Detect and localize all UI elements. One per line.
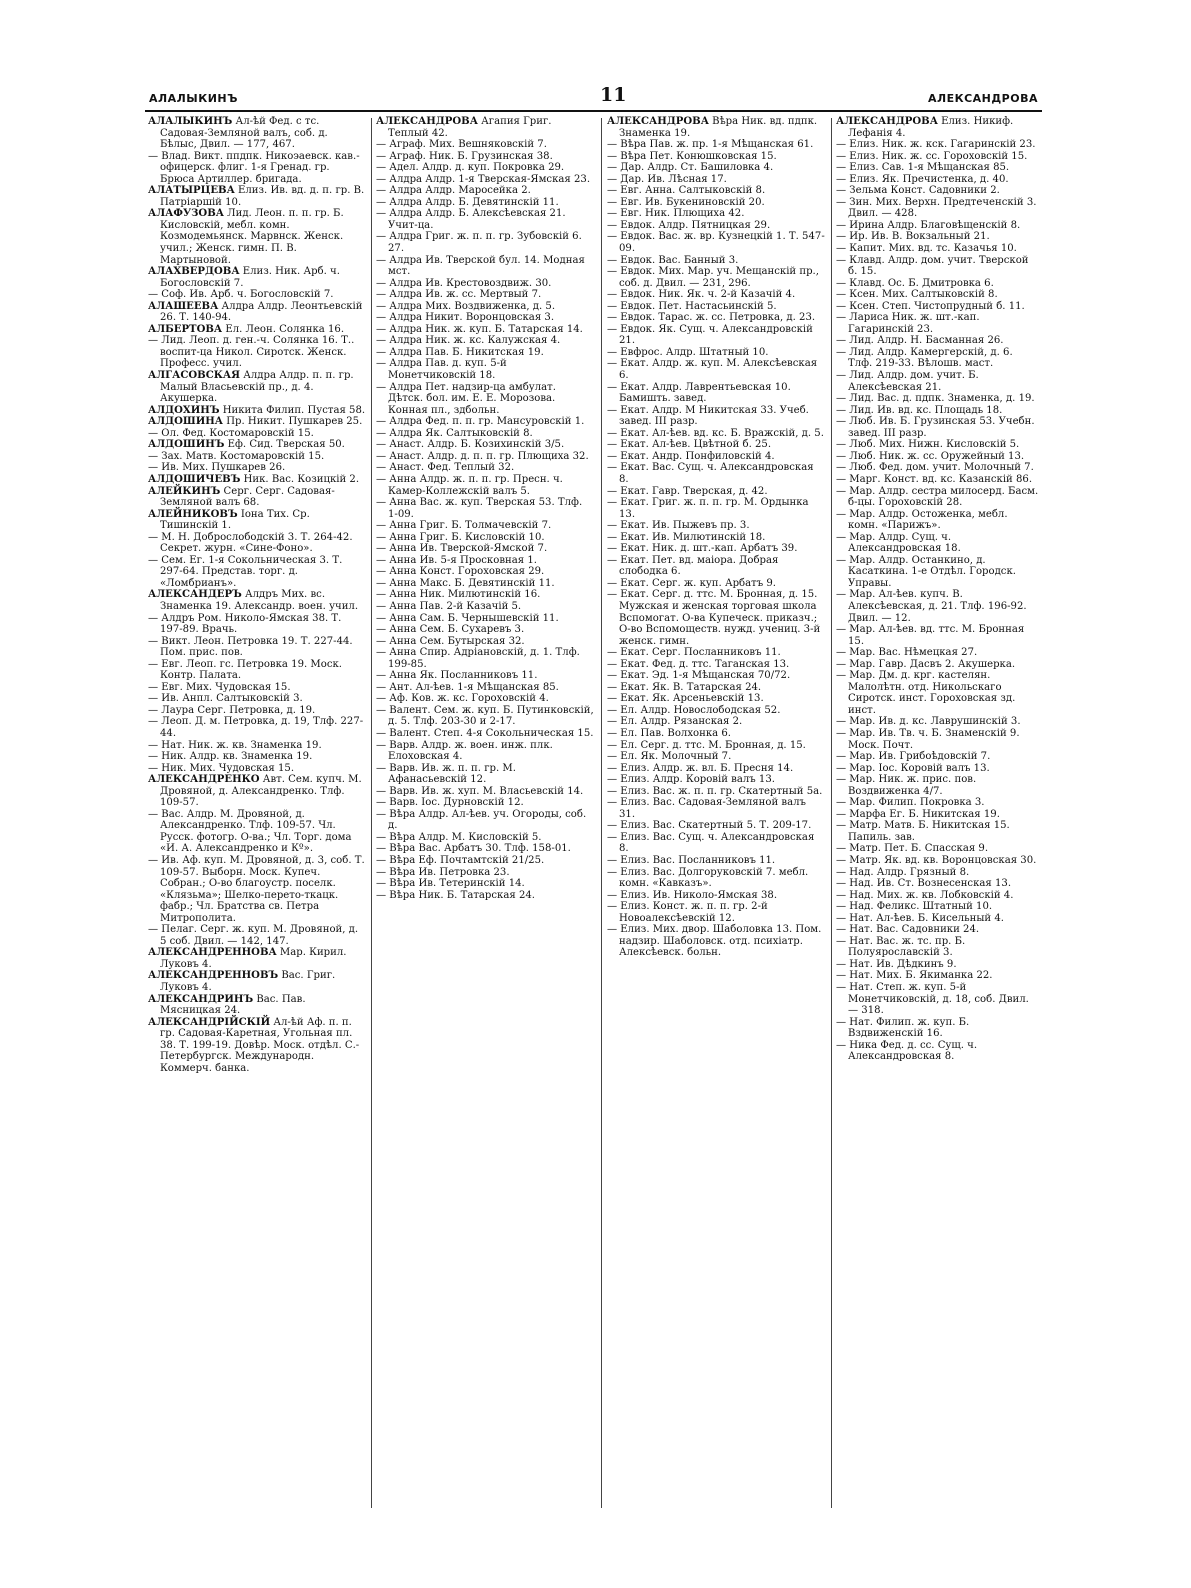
directory-entry <box>148 774 366 809</box>
directory-entry: — Елиз. Сав. 1-я Мѣщанская 85. <box>836 162 1010 174</box>
page-number: 11 <box>600 84 627 106</box>
directory-entry: — Алдра Алдр. Б. Девятинскій 11. <box>376 196 559 208</box>
entry-details: Агапия Григ. Теплый 42. <box>388 116 552 139</box>
directory-entry: — Екат. Серг. ж. куп. Арбатъ 9. <box>607 577 777 589</box>
directory-entry: — Нат. Ник. ж. кв. Знаменка 19. <box>148 739 322 751</box>
directory-entry: — Над. Мих. ж. кв. Лобковскій 4. <box>836 889 1014 901</box>
directory-entry <box>148 994 366 1017</box>
directory-entry: — Ел. Серг. д. ттс. М. Бронная, д. 15. <box>607 739 806 751</box>
directory-entry: — Нат. Филип. ж. куп. Б. Вздвиженскій 16. <box>836 1016 970 1040</box>
directory-entry: — Елиз. Конст. ж. п. п. гр. 2-й Новоалексѣевскій 12. <box>607 901 768 924</box>
directory-entry: — Анаст. Фед. Теплый 32. <box>376 462 515 474</box>
directory-entry: — Ив. Мих. Пушкарев 26. <box>148 462 286 474</box>
directory-entry: — Евдок. Вас. ж. вр. Кузнецкій 1. Т. 547-09. <box>607 231 825 255</box>
column-divider <box>371 118 372 1508</box>
directory-entry: — Екат. Фед. д. ттс. Таганская 13. <box>607 658 790 670</box>
directory-entry: — Вѣра Ник. Б. Татарская 24. <box>376 889 536 901</box>
directory-entry: — Екат. Серг. д. ттс. М. Бронная, д. 15. Мужская и женская торговая школа Вспомогат. О-ва Купеческ. приказч.; О-во Вспомоществ. нужд. учениц. 3-й женск. гимн. <box>607 589 821 647</box>
directory-entry: — Вѣра Пет. Конюшковская 15. <box>607 150 777 162</box>
directory-entry: — Лариса Ник. ж. шт.-кап. Гагаринскій 23. <box>836 312 980 335</box>
directory-entry: — Зах. Матв. Костомаровскій 15. <box>148 450 325 462</box>
directory-entry: — Варв. Алдр. ж. воен. инж. плк. Елоховская 4. <box>376 739 553 763</box>
directory-entry: — Екат. Як. Арсеньевскій 13. <box>607 693 764 705</box>
directory-entry: — Елиз. Алдр. Коровій валъ 13. <box>607 774 775 786</box>
directory-entry: — Анна Сем. Б. Сухаревъ 3. <box>376 624 525 636</box>
directory-entry: — Алдра Пав. Б. Никитская 19. <box>376 346 544 358</box>
directory-entry: — Варв. Ив. ж. п. п. гр. М. Афанасьевскій 12. <box>376 762 516 786</box>
directory-entry <box>148 416 366 428</box>
column-1 <box>148 116 366 1511</box>
directory-entry <box>148 185 366 208</box>
directory-entry: — Нат. Ал-ѣев. Б. Кисельный 4. <box>836 912 1004 924</box>
directory-entry: — Дар. Алдр. Ст. Башиловка 4. <box>607 162 774 174</box>
surname-headword: АЛЕКСАНДЕРЪ <box>148 589 242 601</box>
entry-details: Мар. Кирил. Луковъ 4. <box>160 947 347 970</box>
right-running-head: АЛЕКСАНДРОВА <box>927 92 1038 105</box>
directory-entry: — Ел. Алдр. Новослободская 52. <box>607 704 781 716</box>
directory-entry: — Анна Ив. Тверской-Ямской 7. <box>376 543 548 555</box>
surname-headword: АЛАХВЕРДОВА <box>148 266 240 278</box>
entry-details: Елиз. Ив. вд. д. п. гр. В. Патріаршій 10. <box>160 185 365 208</box>
surname-headword: АЛДОХИНЪ <box>148 404 220 416</box>
entry-details: Еф. Сид. Тверская 50. <box>224 439 345 451</box>
directory-entry: — Матр. Пет. Б. Спасская 9. <box>836 843 989 855</box>
directory-entry: — Мар. Вас. Нѣмецкая 27. <box>836 647 978 659</box>
directory-entry: — Аф. Ков. ж. кс. Гороховскій 4. <box>376 693 549 705</box>
entry-details: Ал-ѣй Фед. с тс. Садовая-Земляной валъ, соб. д. Бѣлыс, Двил. — 177, 467. <box>160 116 328 151</box>
entry-details: Вас. Пав. Мясницкая 24. <box>160 993 306 1017</box>
directory-entry: — Вѣра Ив. Петровка 23. <box>376 866 510 878</box>
directory-entry: — Вѣра Ив. Тетеринскій 14. <box>376 878 525 890</box>
directory-entry: — Евг. Мих. Чудовская 15. <box>148 681 291 693</box>
directory-entry: — Клавд. Алдр. дом. учит. Тверской б. 15. <box>836 254 1029 278</box>
directory-entry: — Ксен. Степ. Чистопрудный б. 11. <box>836 300 1025 312</box>
directory-entry: — Вас. Алдр. М. Дровяной, д. Александренко. Тлф. 109-57. Чл. Русск. фотогр. О-ва.; Чл. Торг. дома «И. А. Александренко и Кº». <box>148 808 352 855</box>
directory-entry: — Алдра Ив. ж. сс. Мертвый 7. <box>376 289 542 301</box>
directory-entry: — Ив. Аф. куп. М. Дровяной, д. 3, соб. Т. 109-57. Выборн. Моск. Купеч. Собран.; О-во благоустр. поселк. «Клязьма»; Шелко-перето-ткацк. фабр.; Чл. Братства св. Петра Митрополита. <box>148 855 365 924</box>
directory-entry: — Лид. Алдр. Н. Басманная 26. <box>836 335 1004 347</box>
directory-entry <box>148 370 366 405</box>
directory-entry: — Лид. Леоп. д. ген.-ч. Солянка 16. Т.. воспит-ца Никол. Сиротск. Женск. Професс. учил. <box>148 335 355 370</box>
directory-entry: — Сем. Ег. 1-я Сокольническая 3. Т. 297-64. Предстaв. торг. д. «Ломбрианъ». <box>148 554 343 589</box>
directory-entry: — Над. Алдр. Грязный 8. <box>836 866 970 878</box>
page-header <box>145 84 1042 110</box>
entry-details: Алдра Алдр. п. п. гр. Малый Власьевскій пр., д. 4. Акушерка. <box>160 370 354 405</box>
directory-entry: — Евдок. Як. Сущ. ч. Александровскій 21. <box>607 323 813 347</box>
directory-entry: — Вѣра Пав. ж. пр. 1-я Мѣщанская 61. <box>607 139 814 151</box>
directory-entry: — Ив. Анпл. Салтыковскій 3. <box>148 693 303 705</box>
directory-entry: — Алдра Ив. Крестовоздвиж. 30. <box>376 277 552 289</box>
directory-entry: — Капит. Мих. вд. тс. Казачья 10. <box>836 243 1017 255</box>
directory-entry: — Екат. Як. В. Татарская 24. <box>607 681 762 693</box>
directory-entry: — Валент. Степ. 4-я Сокольническая 15. <box>376 727 594 739</box>
directory-entry: — Елиз. Вас. Скатертный 5. Т. 209-17. <box>607 820 812 832</box>
entry-details: Пр. Никит. Пушкарев 25. <box>223 416 363 428</box>
directory-entry: — Нат. Степ. ж. куп. 5-й Монетчиковскій, д. 18, соб. Двил. — 318. <box>836 982 1029 1017</box>
directory-entry: — Анна Вас. ж. куп. Тверская 53. Тлф. 1-09. <box>376 497 583 520</box>
directory-entry <box>148 947 366 970</box>
directory-entry: — Пелаг. Серг. ж. куп. М. Дровяной, д. 5 соб. Двил. — 142, 147. <box>148 924 359 947</box>
directory-entry: — Анна Спир. Адріановскій, д. 1. Тлф. 199-85. <box>376 647 580 670</box>
directory-entry: — Клавд. Ос. Б. Дмитровка 6. <box>836 277 994 289</box>
directory-entry: — Екат. Ник. д. шт.-кап. Арбатъ 39. <box>607 543 798 555</box>
directory-entry: — Мар. Гавр. Дасвъ 2. Акушерка. <box>836 658 1016 670</box>
directory-entry: — Евдок. Пет. Настасьинскій 5. <box>607 300 777 312</box>
directory-entry: — Евг. Ив. Букениновскій 20. <box>607 196 765 208</box>
directory-entry: — Мар. Алдр. Остоженка, мебл. комн. «Парижъ». <box>836 508 1008 532</box>
directory-entry: — Мар. Алдр. Сущ. ч. Александровская 18. <box>836 531 961 555</box>
directory-entry: — Викт. Леон. Петровка 19. Т. 227-44. Пом. прис. пов. <box>148 635 353 659</box>
surname-headword: АЛДОШИЧЕВЪ <box>148 473 241 485</box>
directory-entry: — Елиз. Вас. ж. п. п. гр. Скатертный 5а. <box>607 785 823 797</box>
directory-entry: — Ел. Алдр. Рязанская 2. <box>607 716 743 728</box>
directory-entry: — Аграф. Ник. Б. Грузинская 38. <box>376 150 553 162</box>
directory-entry: — Мар. Алдр. сестра милосерд. Басм. б-цы. Гороховскій 28. <box>836 485 1039 509</box>
directory-entry: — Евг. Анна. Салтыковскій 8. <box>607 185 766 197</box>
directory-entry <box>376 116 594 139</box>
directory-entry: — Елиз. Ник. ж. кск. Гагаринскій 23. <box>836 139 1036 151</box>
left-running-head: АЛАЛЫКИНЪ <box>149 92 238 105</box>
directory-entry: — Над. Феликс. Штатный 10. <box>836 901 993 913</box>
directory-entry <box>148 486 366 509</box>
directory-entry: — Ирина Алдр. Благовѣщенскій 8. <box>836 219 1021 231</box>
directory-entry: — Екат. Ал-ѣев. вд. кс. Б. Вражскій, д. 5. <box>607 427 824 439</box>
directory-entry: — Лид. Алдр. Камергерскій, д. 6. Тлф. 219-33. Вѣлошв. маст. <box>836 346 1013 370</box>
directory-entry: — Анна Як. Посланниковъ 11. <box>376 670 538 682</box>
directory-entry: — Вѣра Вас. Арбатъ 30. Тлф. 158-01. <box>376 843 571 855</box>
directory-entry: — Анна Сам. Б. Чернышевскій 11. <box>376 612 559 624</box>
surname-headword: АЛЕКСАНДРИНЪ <box>148 993 254 1005</box>
directory-entry <box>148 116 366 151</box>
entry-details: Іона Тих. Ср. Тишинскій 1. <box>160 508 310 532</box>
column-2 <box>376 116 594 1511</box>
entry-details: Ник. Вас. Козицкій 2. <box>240 473 360 485</box>
directory-entry: — Мар. Филип. Покровка 3. <box>836 797 985 809</box>
directory-entry: — Ел. Як. Молочный 7. <box>607 751 732 763</box>
directory-entry: — Екат. Ив. Милютинскій 18. <box>607 531 766 543</box>
directory-columns <box>148 116 1040 1511</box>
surname-headword: АЛЕЙНИКОВЪ <box>148 508 238 520</box>
directory-entry: — Анна Макс. Б. Девятинскій 11. <box>376 577 555 589</box>
directory-entry: — Екат. Андр. Понфиловскій 4. <box>607 450 775 462</box>
directory-entry: — Екат. Ал-ѣев. Цвѣтной б. 25. <box>607 439 772 451</box>
directory-entry: — Мар. Іос. Коровій валъ 13. <box>836 762 990 774</box>
directory-entry: — Алдръ Ром. Николо-Ямская 38. Т. 197-89. Врачь. <box>148 612 342 636</box>
directory-entry: — Лид. Ив. вд. кс. Площадь 18. <box>836 404 1003 416</box>
directory-entry: — Мар. Ив. Грибоѣдовскій 7. <box>836 751 991 763</box>
directory-entry: — Вѣра Еф. Почтамтскій 21/25. <box>376 855 545 866</box>
directory-entry: — Люб. Мих. Нижн. Кисловскій 5. <box>836 439 1020 451</box>
directory-entry: — Алдра Алдр. Б. Алексѣевская 21. Учит-ца. <box>376 208 566 231</box>
directory-entry: — Нат. Вас. Садовники 24. <box>836 924 980 936</box>
directory-entry: — Ксен. Мих. Салтыковскій 8. <box>836 289 998 301</box>
directory-entry: — Нат. Ив. Дѣдкинъ 9. <box>836 958 957 970</box>
directory-entry: — Адел. Алдр. д. куп. Покровка 29. <box>376 162 565 174</box>
directory-entry: — Евдок. Вас. Банный 3. <box>607 254 739 266</box>
directory-entry: — Анна Сем. Бутырская 32. <box>376 635 525 647</box>
surname-headword: АЛЕКСАНДРЕНКО <box>148 774 260 786</box>
directory-entry: — Ир. Ив. В. Вокзальный 21. <box>836 231 990 243</box>
directory-entry: — Екат. Эд. 1-я Мѣщанская 70/72. <box>607 670 791 682</box>
surname-headword: АЛДОШИНА <box>148 416 224 428</box>
directory-entry: — Нат. Мих. Б. Якиманка 22. <box>836 970 993 982</box>
entry-details: Авт. Сем. купч. М. Дровяной, д. Александренко. Тлф. 109-57. <box>160 774 362 809</box>
directory-entry: — Екат. Григ. ж. п. п. гр. М. Ордынка 13. <box>607 497 809 520</box>
surname-headword: АЛЕКСАНДРОВА <box>836 116 938 127</box>
directory-entry: — Алдра Никит. Воронцовская 3. <box>376 312 555 324</box>
surname-headword: АЛЕКСАНДРЕННОВА <box>148 947 277 959</box>
surname-headword: АЛАЛЫКИНЪ <box>148 116 233 127</box>
directory-entry: — Евдок. Алдр. Пятницкая 29. <box>607 219 771 231</box>
entry-details: Никита Филип. Пустая 58. <box>219 404 366 416</box>
directory-entry: — Мар. Ник. ж. прис. пов. Воздвиженка 4/7. <box>836 774 977 797</box>
directory-entry: — Люб. Ив. Б. Грузинская 53. Учебн. завед. III разр. <box>836 416 1035 439</box>
column-3 <box>607 116 825 1511</box>
directory-entry <box>148 324 366 336</box>
header-rule <box>145 110 1042 112</box>
directory-entry: — Анаст. Алдр. Б. Козихинскій 3/5. <box>376 439 565 451</box>
entry-details: Ал-ѣй Аф. п. п. гр. Садовая-Каретная, Угольная пл. 38. Т. 199-19. Довѣр. Моск. отдѣл. С.-Петербургск. Международн. Коммерч. банка. <box>160 1016 360 1074</box>
directory-entry: — Матр. Матв. Б. Никитская 15. Папиль. зав. <box>836 820 1010 843</box>
directory-entry <box>148 208 366 266</box>
surname-headword: АЛБЕРТОВА <box>148 323 223 335</box>
directory-entry: — Варв. Іос. Дурновскій 12. <box>376 797 524 809</box>
directory-entry: — Аграф. Мих. Вешняковскій 7. <box>376 139 547 151</box>
directory-entry: — Елиз. Вас. Садовая-Земляной валъ 31. <box>607 797 806 820</box>
directory-entry <box>148 474 366 486</box>
surname-headword: АЛЕКСАНДРОВА <box>607 116 709 127</box>
directory-entry: — Валент. Сем. ж. куп. Б. Путинковскій, д. 5. Тлф. 203-30 и 2-17. <box>376 704 594 728</box>
directory-entry: — Лаура Серг. Петровка, д. 19. <box>148 704 316 716</box>
directory-entry: — Елиз. Ник. ж. сс. Гороховскій 15. <box>836 150 1028 162</box>
directory-entry: — Елиз. Ив. Николо-Ямская 38. <box>607 889 778 901</box>
directory-entry: — Евг. Леоп. гс. Петровка 19. Моск. Контр. Палата. <box>148 658 342 682</box>
directory-entry: — Екат. Гавр. Тверская, д. 42. <box>607 485 768 497</box>
directory-entry: — Алдра Як. Салтыковскій 8. <box>376 427 533 439</box>
directory-entry: — Елиз. Вас. Сущ. ч. Александровская 8. <box>607 831 815 855</box>
directory-entry <box>607 116 825 139</box>
directory-entry <box>148 301 366 324</box>
surname-headword: АЛЕЙКИНЪ <box>148 485 221 497</box>
directory-entry: — Ник. Мих. Чудовская 15. <box>148 762 295 774</box>
directory-entry <box>836 116 1039 139</box>
directory-entry: — Анна Алдр. ж. п. п. гр. Пресн. ч. Камер-Коллежскій валъ 5. <box>376 473 563 497</box>
directory-entry <box>148 439 366 451</box>
column-divider <box>601 118 602 1508</box>
entry-details: Серг. Серг. Садовая-Земляной валъ 68. <box>160 485 335 509</box>
directory-entry: — Люб. Фед. дом. учит. Молочный 7. <box>836 462 1034 474</box>
directory-entry: — М. Н. Доброслободскій 3. Т. 264-42. Секрет. журн. «Сине-Фоно». <box>148 531 353 555</box>
directory-entry: — Мар. Ив. Тв. ч. Б. Знаменскій 9. Моск. Почт. <box>836 727 1020 751</box>
entry-details: Елиз. Ник. Арб. ч. Богословскій 7. <box>160 266 340 289</box>
surname-headword: АЛАТЫРЦЕВА <box>148 185 235 197</box>
entry-details: Елиз. Никиф. Лефанія 4. <box>848 116 1014 139</box>
directory-entry: — Евдок. Тарас. ж. сс. Петровка, д. 23. <box>607 312 816 324</box>
surname-headword: АЛАШЕЕВА <box>148 300 219 312</box>
directory-entry: — Алдра Пав. д. куп. 5-й Монетчиковскій 18. <box>376 358 507 382</box>
directory-entry: — Ник. Алдр. кв. Знаменка 19. <box>148 751 313 763</box>
directory-entry: — Варв. Ив. ж. хуп. М. Власьевскій 14. <box>376 785 584 797</box>
directory-entry: — Лид. Алдр. дом. учит. Б. Алексѣевская 21. <box>836 370 979 393</box>
directory-entry: — Елиз. Вас. Посланниковъ 11. <box>607 855 776 866</box>
surname-headword: АЛЕКСАНДРОВА <box>376 116 478 127</box>
directory-entry: — Екат. Пет. вд. маіора. Добрая слободка 6. <box>607 554 779 578</box>
directory-entry: — Леоп. Д. м. Петровка, д. 19, Тлф. 227-44. <box>148 716 364 739</box>
directory-entry: — Елиз. Алдр. ж. вл. Б. Пресня 14. <box>607 762 794 774</box>
directory-entry <box>148 970 366 993</box>
directory-entry: — Мар. Ив. д. кс. Лаврушинскій 3. <box>836 716 1021 728</box>
directory-entry: — Евдок. Мих. Мар. уч. Мещанскій пр., соб. д. Двил. — 231, 296. <box>607 266 819 289</box>
directory-entry: — Мар. Ал-ѣев. вд. ттс. М. Бронная 15. <box>836 624 1025 647</box>
entry-details: Алдра Алдр. Леонтьевскій 26. Т. 140-94. <box>160 300 363 324</box>
directory-entry: — Зельма Конст. Садовники 2. <box>836 185 1000 197</box>
directory-entry: — Алдра Ив. Тверской бул. 14. Модная мст. <box>376 254 585 278</box>
directory-entry: — Алдра Фед. п. п. гр. Мансуровскій 1. <box>376 416 585 428</box>
directory-entry: — Алдра Пет. надзир-ца амбулат. Дѣтск. бол. им. Е. Е. Морозова. Конная пл., здбольн. <box>376 381 556 416</box>
directory-entry: — Мар. Дм. д. крг. кастелян. Малолѣтн. отд. Никольскаго Сиротск. инст. Гороховская зд. инст. <box>836 670 1016 716</box>
directory-entry: — Анна Григ. Б. Толмачевскій 7. <box>376 520 552 532</box>
surname-headword: АЛЕКСАНДРІЙСКІЙ <box>148 1016 271 1028</box>
directory-entry: — Мар. Алдр. Останкино, д. Касаткина. 1-е Отдѣл. Городск. Управы. <box>836 554 1016 589</box>
entry-details: Вас. Григ. Луковъ 4. <box>160 970 336 994</box>
surname-headword: АЛГАСОВСКАЯ <box>148 370 241 382</box>
directory-entry: — Екат. Алдр. Лаврентьевская 10. Бамишть. завед. <box>607 381 791 405</box>
directory-entry: — Анна Григ. Б. Кисловскій 10. <box>376 531 545 543</box>
directory-entry: — Ел. Пав. Волхонка 6. <box>607 727 731 739</box>
column-4 <box>836 116 1039 1511</box>
directory-entry: — Люб. Ник. ж. сс. Оружейный 13. <box>836 450 1025 462</box>
directory-entry: — Ол. Фед. Костомаровскій 15. <box>148 427 314 439</box>
directory-entry: — Анна Пав. 2-й Казачій 5. <box>376 600 522 612</box>
directory-entry: — Марфа Ег. Б. Никитская 19. <box>836 808 1000 820</box>
directory-entry: — Евг. Ник. Плющиха 42. <box>607 208 745 220</box>
directory-entry: — Мар. Ал-ѣев. купч. В. Алексѣевская, д. 21. Тлф. 196-92. Двил. — 12. <box>836 589 1027 624</box>
directory-entry: — Дар. Ив. Лѣсная 17. <box>607 173 727 185</box>
entry-details: Лид. Леон. п. п. гр. Б. Кисловскій, мебл. комн. Козмодемьянск. Марвнск. Женск. учил.; Женск. гимн. П. В. Мартыновой. <box>160 208 344 266</box>
directory-entry: — Над. Ив. Ст. Вознесенская 13. <box>836 878 1012 890</box>
directory-entry: — Зин. Мих. Верхн. Предтеченскій 3. Двил. — 428. <box>836 196 1037 220</box>
surname-headword: АЛЕКСАНДРЕННОВЪ <box>148 970 279 982</box>
directory-entry: — Елиз. Як. Пречистенка, д. 40. <box>836 173 1009 185</box>
surname-headword: АЛАФУЗОВА <box>148 208 224 220</box>
entry-details: Алдръ Мих. вс. Знаменка 19. Александр. воен. учил. <box>160 589 359 612</box>
directory-entry: — Анна Ник. Милютинскій 16. <box>376 589 541 601</box>
directory-entry <box>148 589 366 612</box>
entry-details: Ел. Леон. Солянка 16. <box>222 323 345 335</box>
directory-entry: — Вѣра Алдр. М. Кисловскій 5. <box>376 831 542 843</box>
directory-entry: — Влад. Викт. ппдпк. Никоэаевск. кав.-офицерск. флиг. 1-я Гренад. гр. Брюса Артиллер. бригада. <box>148 150 360 185</box>
directory-entry: — Алдра Ник. ж. кс. Калужская 4. <box>376 335 561 347</box>
directory-entry: — Алдра Мих. Воздвиженка, д. 5. <box>376 300 556 312</box>
directory-entry <box>148 509 366 532</box>
directory-entry: — Анаст. Алдр. д. п. п. гр. Плющиха 32. <box>376 450 589 462</box>
directory-entry: — Соф. Ив. Арб. ч. Богословскій 7. <box>148 289 334 301</box>
entry-details: Вѣра Ник. вд. пдпк. Знаменка 19. <box>619 116 818 139</box>
directory-entry: — Вѣра Алдр. Ал-ѣев. уч. Огороды, соб. д. <box>376 808 587 832</box>
directory-entry <box>148 405 366 417</box>
directory-entry: — Анна Конст. Гороховская 29. <box>376 566 545 578</box>
directory-entry: — Алдра Алдр. 1-я Тверская-Ямская 23. <box>376 173 591 185</box>
directory-entry: — Ант. Ал-ѣев. 1-я Мѣщанская 85. <box>376 681 559 693</box>
directory-entry: — Екат. Ив. Пыжевъ пр. 3. <box>607 520 750 532</box>
directory-entry: — Екат. Алдр. ж. куп. М. Алексѣевская 6. <box>607 358 818 382</box>
surname-headword: АЛДОШИНЪ <box>148 439 225 451</box>
directory-entry: — Матр. Як. вд. кв. Воронцовская 30. <box>836 855 1037 866</box>
directory-entry: — Алдра Григ. ж. п. п. гр. Зубовскій 6. 27. <box>376 231 582 255</box>
column-divider <box>831 118 832 1508</box>
directory-entry: — Елиз. Мих. двор. Шаболовка 13. Пом. надзир. Шаболовск. отд. психіатр. Алексѣевск. больн. <box>607 924 822 959</box>
directory-entry: — Екат. Серг. Посланниковъ 11. <box>607 647 781 659</box>
directory-entry: — Екат. Алдр. М Никитская 33. Учеб. завед. III разр. <box>607 404 809 428</box>
directory-entry <box>148 1017 366 1075</box>
directory-entry: — Марг. Конст. вд. кс. Казанскій 86. <box>836 473 1033 485</box>
directory-entry: — Алдра Ник. ж. куп. Б. Татарская 14. <box>376 323 583 335</box>
directory-entry: — Ника Фед. д. сс. Сущ. ч. Александровская 8. <box>836 1039 978 1063</box>
directory-entry: — Елиз. Вас. Долгоруковскій 7. мебл. комн. «Кавказъ». <box>607 866 809 890</box>
directory-entry: — Анна Ив. 5-я Просковная 1. <box>376 554 537 566</box>
directory-entry: — Алдра Алдр. Маросейка 2. <box>376 185 531 197</box>
directory-entry <box>148 266 366 289</box>
directory-entry: — Нат. Вас. ж. тс. пр. Б. Полуярославскій 3. <box>836 935 966 959</box>
directory-entry: — Евдок. Ник. Як. ч. 2-й Казачій 4. <box>607 289 796 301</box>
directory-entry: — Евфрос. Алдр. Штатный 10. <box>607 346 769 358</box>
directory-entry: — Екат. Вас. Сущ. ч. Александровская 8. <box>607 462 814 485</box>
directory-entry: — Лид. Вас. д. пдпк. Знаменка, д. 19. <box>836 393 1035 405</box>
